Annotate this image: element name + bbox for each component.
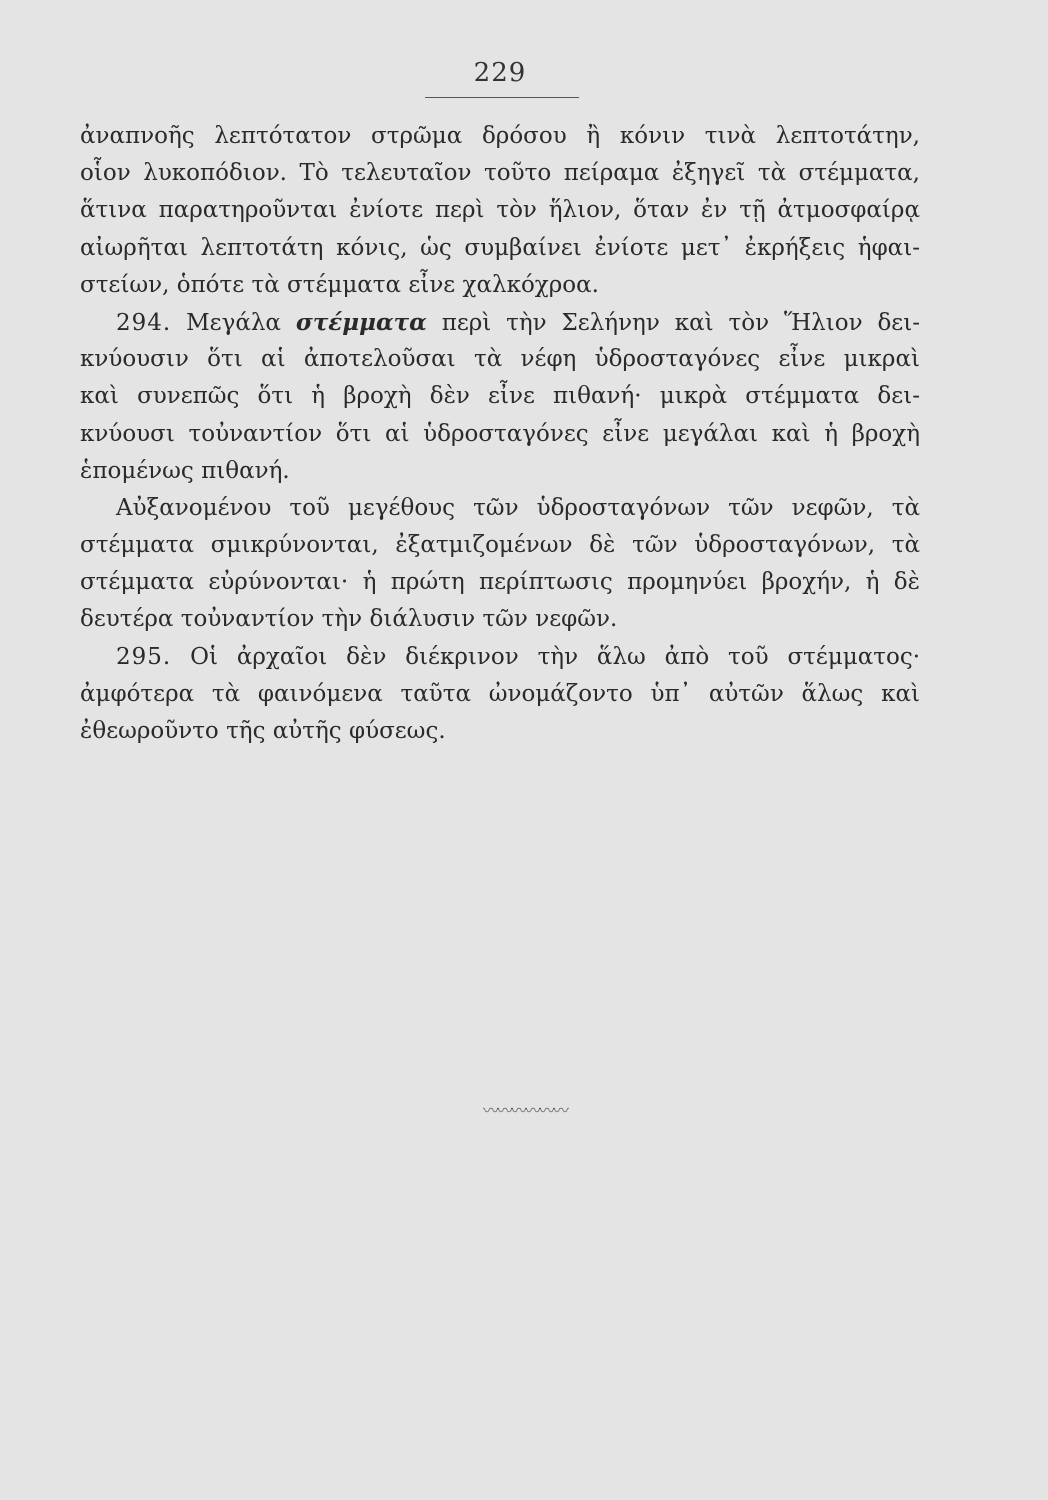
header-rule	[425, 97, 579, 98]
text-line: στέμματα σμικρύνονται, ἐξατμιζομένων δὲ τῶν ὑδροσταγόνων, τὰ	[80, 532, 920, 559]
emphasized-term: στέμματα	[295, 308, 427, 336]
text-line: δευτέρα τοὐναντίον τὴν διάλυσιν τῶν νεφῶν.	[80, 606, 618, 633]
section-number: 295.	[116, 643, 172, 670]
text-run: Οἱ ἀρχαῖοι δὲν διέκρινον τὴν ἅλω ἀπὸ τοῦ στέμματος·	[190, 643, 921, 670]
body-text	[80, 118, 920, 750]
text-run: Μεγάλα	[186, 309, 281, 336]
page-number: 229	[473, 58, 527, 88]
text-line: στέμματα εὐρύνονται· ἡ πρώτη περίπτωσις προμηνύει βροχήν, ἡ δὲ	[80, 569, 920, 596]
end-ornament: 〰〰〰〰〰〰	[482, 1101, 567, 1120]
text-line: οἷον λυκοπόδιον. Τὸ τελευταῖον τοῦτο πείραμα ἐξηγεῖ τὰ στέμματα,	[80, 160, 920, 187]
text-line: στείων, ὁπότε τὰ στέμματα εἶνε χαλκόχροα.	[80, 271, 599, 298]
section-295-first-line	[80, 639, 920, 676]
text-line: κνύουσιν ὅτι αἱ ἀποτελοῦσαι τὰ νέφη ὑδροσταγόνες εἶνε μικραὶ	[80, 346, 920, 373]
text-line: ἀναπνοῆς λεπτότατον στρῶμα δρόσου ἢ κόνιν τινὰ λεπτοτάτην,	[80, 123, 920, 149]
text-line: ἀμφότερα τὰ φαινόμενα ταῦτα ὠνομάζοντο ὑπ᾽ αὐτῶν ἅλως καὶ	[80, 680, 920, 707]
section-294-first-line	[80, 304, 920, 341]
text-line: ἐθεωροῦντο τῆς αὐτῆς φύσεως.	[80, 718, 446, 744]
text-line: αἰωρῆται λεπτοτάτη κόνις, ὡς συμβαίνει ἐνίοτε μετ᾽ ἐκρήξεις ἡφαι-	[80, 234, 920, 261]
section-number: 294.	[116, 309, 172, 336]
text-line: κνύουσι τοὐναντίον ὅτι αἱ ὑδροσταγόνες εἶνε μεγάλαι καὶ ἡ βροχὴ	[80, 420, 920, 447]
text-line: ἑπομένως πιθανή.	[80, 457, 290, 484]
text-line: καὶ συνεπῶς ὅτι ἡ βροχὴ δὲν εἶνε πιθανή· μικρὰ στέμματα δει-	[80, 383, 920, 410]
text-line: Αὐξανομένου τοῦ μεγέθους τῶν ὑδροσταγόνων τῶν νεφῶν, τὰ	[116, 494, 920, 521]
text-line: ἅτινα παρατηροῦνται ἐνίοτε περὶ τὸν ἥλιον, ὅταν ἐν τῇ ἀτμοσφαίρᾳ	[80, 197, 920, 224]
text-run: περὶ τὴν Σελήνην καὶ τὸν Ἥλιον δει-	[441, 309, 921, 336]
